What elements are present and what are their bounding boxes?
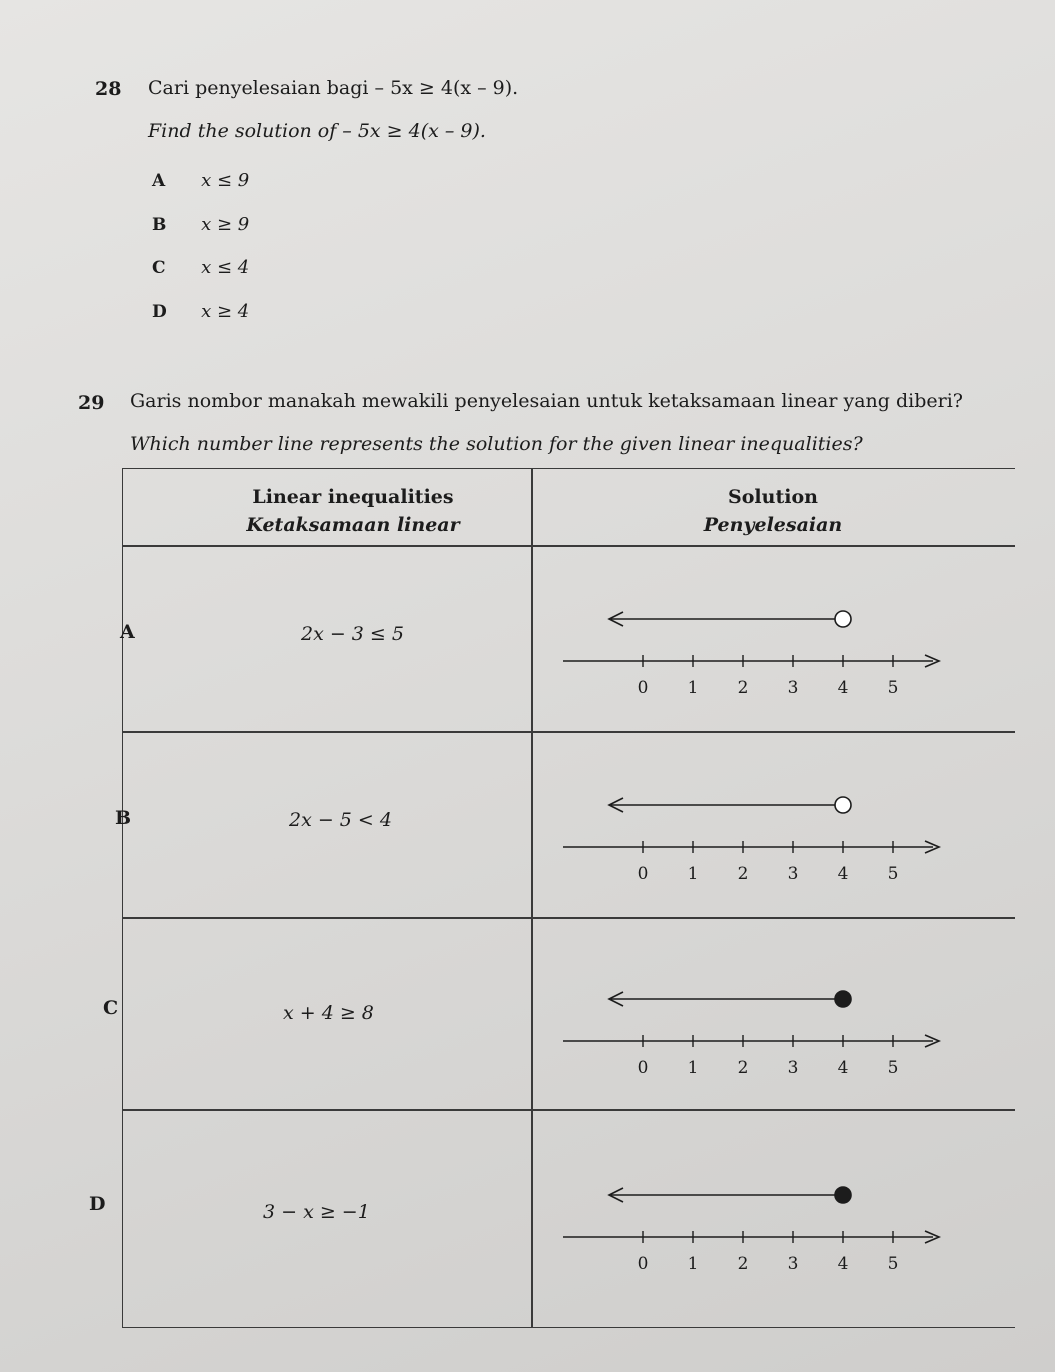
open-dot: [835, 611, 851, 627]
tick-label: 3: [787, 1254, 799, 1274]
tick-label: 2: [737, 1254, 749, 1274]
tick-label: 5: [887, 1254, 899, 1274]
tick-label: 1: [687, 864, 699, 884]
row-letter-c: C: [103, 997, 119, 1019]
header-col1-malay: Ketaksamaan linear: [246, 514, 460, 536]
row-inequality-c: x + 4 ≥ 8: [283, 1002, 374, 1024]
tick-label: 1: [687, 678, 699, 698]
tick-label: 5: [887, 678, 899, 698]
q29-text-malay: Garis nombor manakah mewakili penyelesaian untuk ketaksamaan linear yang diberi?: [130, 390, 963, 412]
tick-label: 1: [687, 1058, 699, 1078]
tick-label: 2: [737, 678, 749, 698]
option-text: x ≥ 9: [201, 214, 250, 235]
open-dot: [835, 797, 851, 813]
row-letter-d: D: [89, 1193, 106, 1215]
tick-label: 0: [637, 864, 649, 884]
header-col1-english: Linear inequalities: [252, 486, 454, 508]
number-line-a: [563, 599, 983, 709]
q29-table: [89, 468, 1015, 1328]
q28-text-malay: Cari penyelesaian bagi – 5x ≥ 4(x – 9).: [148, 77, 519, 99]
tick-label: 4: [837, 1058, 849, 1078]
tick-label: 3: [787, 678, 799, 698]
option-letter: B: [152, 215, 167, 235]
option-letter: A: [152, 171, 166, 191]
table-divider: [123, 545, 1015, 547]
tick-label: 0: [637, 678, 649, 698]
tick-label: 4: [837, 1254, 849, 1274]
table-divider: [123, 1109, 1015, 1111]
header-linear-inequalities: [163, 483, 543, 539]
tick-label: 3: [787, 864, 799, 884]
tick-label: 1: [687, 1254, 699, 1274]
number-line-c: [563, 979, 983, 1089]
tick-label: 0: [637, 1254, 649, 1274]
tick-label: 3: [787, 1058, 799, 1078]
row-inequality-b: 2x − 5 < 4: [289, 809, 392, 831]
option-letter: C: [152, 258, 166, 278]
closed-dot: [835, 1187, 851, 1203]
q28-text-english: Find the solution of – 5x ≥ 4(x – 9).: [148, 120, 486, 142]
tick-label: 5: [887, 864, 899, 884]
row-inequality-d: 3 − x ≥ −1: [263, 1201, 370, 1223]
number-line-b: [563, 785, 983, 895]
header-solution: [553, 483, 993, 539]
table-divider: [123, 731, 1015, 733]
option-text: x ≥ 4: [201, 301, 250, 322]
tick-label: 5: [887, 1058, 899, 1078]
tick-label: 4: [837, 864, 849, 884]
row-letter-a: A: [120, 621, 135, 643]
number-line-d: [563, 1175, 983, 1285]
closed-dot: [835, 991, 851, 1007]
tick-label: 2: [737, 1058, 749, 1078]
option-letter: D: [152, 302, 167, 322]
q29-number: 29: [78, 392, 105, 414]
option-text: x ≤ 4: [201, 257, 250, 278]
table-column-divider: [531, 469, 533, 1327]
q29-text-english: Which number line represents the solution for the given linear inequalities?: [130, 433, 863, 455]
tick-label: 4: [837, 678, 849, 698]
row-inequality-a: 2x − 3 ≤ 5: [301, 623, 404, 645]
q28-option-d[interactable]: [152, 301, 249, 322]
header-col2-english: Solution: [728, 486, 818, 508]
header-col2-malay: Penyelesaian: [703, 514, 843, 536]
tick-label: 0: [637, 1058, 649, 1078]
option-text: x ≤ 9: [201, 170, 250, 191]
table-divider: [123, 917, 1015, 919]
row-letter-b: B: [115, 807, 132, 829]
q28-option-a[interactable]: [152, 170, 249, 191]
q28-number: 28: [95, 78, 122, 100]
q28-option-b[interactable]: [152, 214, 249, 235]
tick-label: 2: [737, 864, 749, 884]
q28-option-c[interactable]: [152, 257, 249, 278]
